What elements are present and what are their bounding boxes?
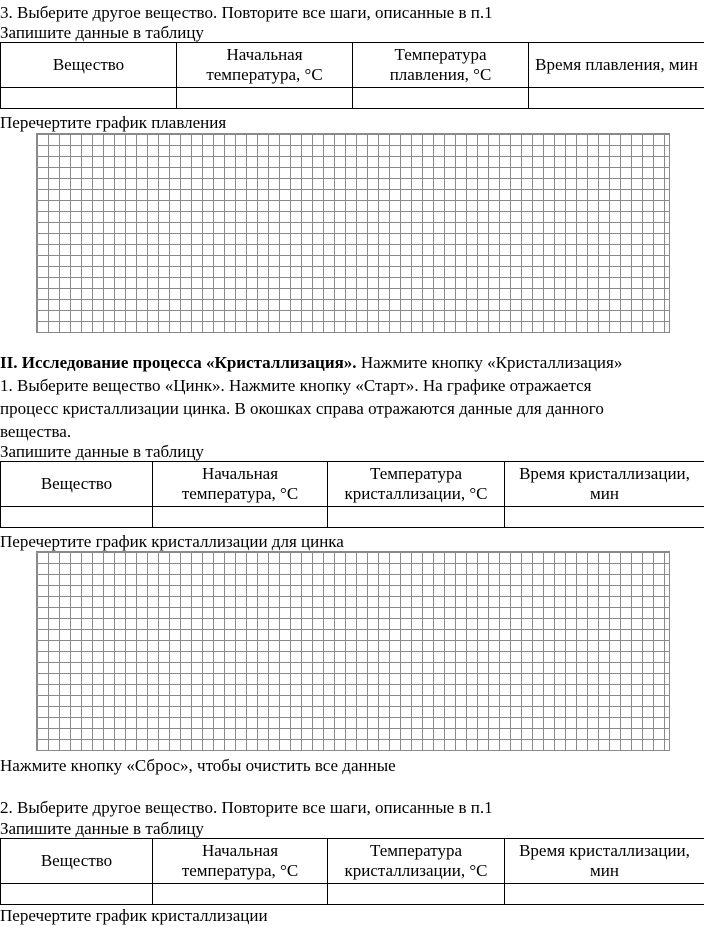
record-table-instruction: Запишите данные в таблицу xyxy=(0,23,204,42)
header-initial-temp: Начальная температура, °С xyxy=(153,462,328,507)
section-2-title-rest: Нажмите кнопку «Кристаллизация» xyxy=(356,353,623,372)
header-initial-temp: Начальная температура, °С xyxy=(153,839,328,884)
header-crystallization-time: Время кристаллизации, мин xyxy=(505,462,704,507)
record-table-instruction-3: Запишите данные в таблицу xyxy=(0,819,204,838)
header-substance: Вещество xyxy=(1,839,153,884)
header-initial-temp: Начальная температура, °С xyxy=(177,43,353,88)
cell-initial-temp[interactable] xyxy=(153,507,328,528)
melting-graph-grid[interactable] xyxy=(36,133,670,333)
zinc-step-line-2: процесс кристаллизации цинка. В окошках справа отражаются данные для данного xyxy=(0,399,604,418)
reset-instruction: Нажмите кнопку «Сброс», чтобы очистить все данные xyxy=(0,756,396,775)
table-header-row xyxy=(1,43,704,88)
cell-initial-temp[interactable] xyxy=(153,884,328,905)
step2-instruction: 2. Выберите другое вещество. Повторите все шаги, описанные в п.1 xyxy=(0,798,493,817)
cell-crystallization-temp[interactable] xyxy=(328,884,505,905)
cell-substance[interactable] xyxy=(1,884,153,905)
header-melting-temp: Температура плавления, °С xyxy=(353,43,529,88)
header-crystallization-temp: Температура кристаллизации, °С xyxy=(328,839,505,884)
melting-data-table xyxy=(0,42,704,109)
section-2-title: II. Исследование процесса «Кристаллизация». xyxy=(0,353,357,372)
cell-substance[interactable] xyxy=(1,88,177,109)
zinc-graph-grid[interactable] xyxy=(36,551,670,751)
step3-instruction: 3. Выберите другое вещество. Повторите все шаги, описанные в п.1 xyxy=(0,3,493,22)
cell-crystallization-time[interactable] xyxy=(505,507,704,528)
table-header-row xyxy=(1,462,704,507)
table-row xyxy=(1,88,704,109)
record-table-instruction-2: Запишите данные в таблицу xyxy=(0,442,204,461)
redraw-crystallization-instruction: Перечертите график кристаллизации xyxy=(0,906,268,925)
cell-crystallization-time[interactable] xyxy=(505,884,704,905)
zinc-step-line-1: 1. Выберите вещество «Цинк». Нажмите кнопку «Старт». На графике отражается xyxy=(0,376,592,395)
header-crystallization-time: Время кристаллизации, мин xyxy=(505,839,704,884)
cell-substance[interactable] xyxy=(1,507,153,528)
header-melting-time: Время плавления, мин xyxy=(529,43,704,88)
redraw-zinc-instruction: Перечертите график кристаллизации для цинка xyxy=(0,532,344,551)
cell-melting-time[interactable] xyxy=(529,88,704,109)
header-substance: Вещество xyxy=(1,462,153,507)
zinc-crystallization-table xyxy=(0,461,704,528)
zinc-step-line-3: вещества. xyxy=(0,422,72,441)
redraw-melting-instruction: Перечертите график плавления xyxy=(0,113,227,132)
cell-crystallization-temp[interactable] xyxy=(328,507,505,528)
cell-melting-temp[interactable] xyxy=(353,88,529,109)
table-row xyxy=(1,507,704,528)
table-header-row xyxy=(1,839,704,884)
section-2-heading xyxy=(0,352,622,374)
other-crystallization-table xyxy=(0,838,704,905)
header-crystallization-temp: Температура кристаллизации, °С xyxy=(328,462,505,507)
cell-initial-temp[interactable] xyxy=(177,88,353,109)
header-substance: Вещество xyxy=(1,43,177,88)
table-row xyxy=(1,884,704,905)
